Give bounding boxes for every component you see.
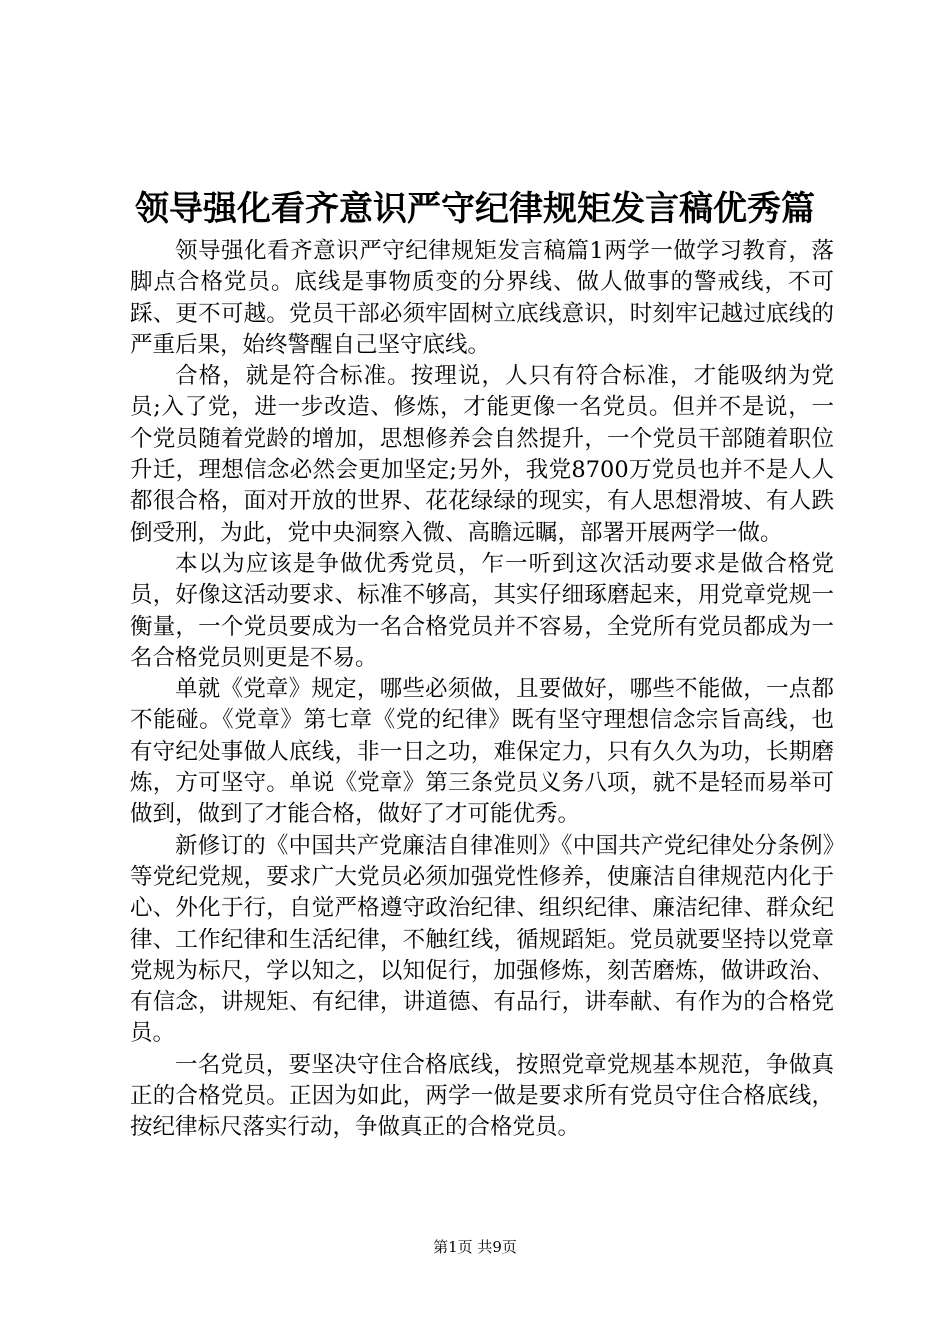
paragraph: 领导强化看齐意识严守纪律规矩发言稿篇1两学一做学习教育，落脚点合格党员。底线是事物质变的分界线、做人做事的警戒线，不可踩、更不可越。党员干部必须牢固树立底线意识，时刻牢记越过底线的严重后果，始终警醒自己坚守底线。 — [130, 238, 834, 358]
paragraph: 本以为应该是争做优秀党员，乍一听到这次活动要求是做合格党员，好像这活动要求、标准不够高，其实仔细琢磨起来，用党章党规一衡量，一个党员要成为一名合格党员并不容易，全党所有党员都成为一名合格党员则更是不易。 — [130, 550, 834, 671]
document-body — [130, 236, 834, 1144]
paragraph: 一名党员，要坚决守住合格底线，按照党章党规基本规范，争做真正的合格党员。正因为如此，两学一做是要求所有党员守住合格底线，按纪律标尺落实行动，争做真正的合格党员。 — [130, 1051, 834, 1141]
paragraph: 单就《党章》规定，哪些必须做，且要做好，哪些不能做，一点都不能碰。《党章》第七章《党的纪律》既有坚守理想信念宗旨高线，也有守纪处事做人底线，非一日之功，难保定力，只有久久为功，长期磨炼，方可坚守。单说《党章》第三条党员义务八项，就不是轻而易举可做到，做到了才能合格，做好了才可能优秀。 — [130, 676, 834, 828]
paragraph: 合格，就是符合标准。按理说，人只有符合标准，才能吸纳为党员;入了党，进一步改造、修炼，才能更像一名党员。但并不是说，一个党员随着党龄的增加，思想修养会自然提升，一个党员干部随着职位升迁，理想信念必然会更加坚定;另外，我党8700万党员也并不是人人都很合格，面对开放的世界、花花绿绿的现实，有人思想滑坡、有人跌倒受刑，为此，党中央洞察入微、高瞻远瞩，部署开展两学一做。 — [130, 363, 834, 546]
document-title: 领导强化看齐意识严守纪律规矩发言稿优秀篇 — [135, 189, 815, 229]
page-number-footer: 第1页 共9页 — [433, 1238, 517, 1256]
paragraph: 新修订的《中国共产党廉洁自律准则》《中国共产党纪律处分条例》等党纪党规，要求广大党员必须加强党性修养，使廉洁自律规范内化于心、外化于行，自觉严格遵守政治纪律、组织纪律、廉洁纪律、群众纪律、工作纪律和生活纪律，不触红线，循规蹈矩。党员就要坚持以党章党规为标尺，学以知之，以知促行，加强修炼，刻苦磨炼，做讲政治、有信念，讲规矩、有纪律，讲道德、有品行，讲奉献、有作为的合格党员。 — [130, 832, 834, 1047]
